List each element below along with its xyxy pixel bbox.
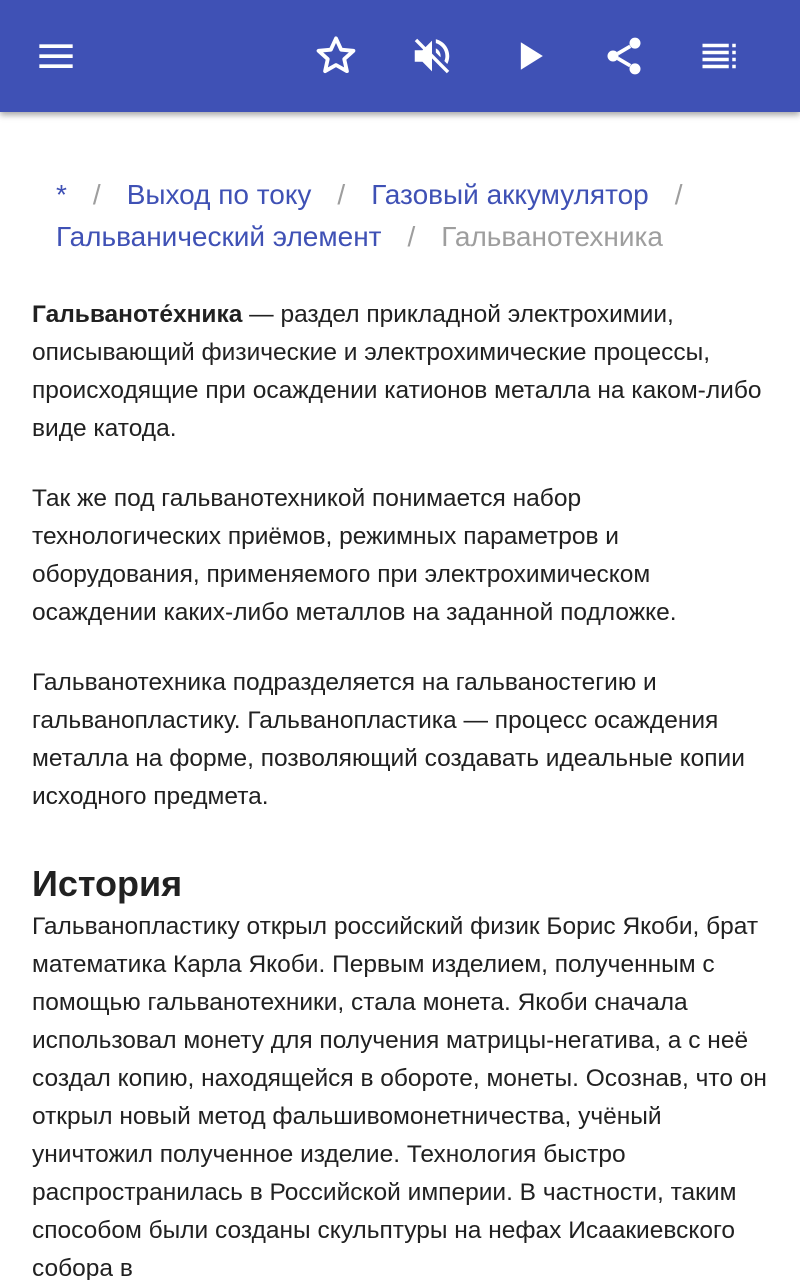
volume-off-icon bbox=[409, 33, 455, 79]
breadcrumb bbox=[56, 174, 756, 258]
history-paragraph: Гальванопластику открыл российский физик Борис Якоби, брат математика Карла Якоби. Первым изделием, полученным с помощью гальванотехники, стала монета. Якоби сначала использовал монету для получения матрицы-негатива, а с неё создал копию, находящейся в обороте, монеты. Осознав, что он открыл новый метод фальшивомонетничества, учёный уничтожил полученное изделие. Технология быстро распространилась в Российской империи. В частности, таким способом были созданы скульптуры на нефах Исаакиевского собора в bbox=[32, 913, 767, 1280]
paragraph-2: Так же под гальванотехникой понимается набор технологических приёмов, режимных параметров и оборудования, применяемого при электрохимическом осаждении каких-либо металлов на заданной подложке. bbox=[32, 485, 677, 626]
menu-button[interactable] bbox=[16, 16, 96, 96]
breadcrumb-item-current-output[interactable]: Выход по току bbox=[126, 179, 312, 210]
share-icon bbox=[602, 34, 646, 78]
breadcrumb-separator: / bbox=[407, 221, 416, 252]
article-content bbox=[0, 112, 800, 1280]
app-bar bbox=[0, 0, 800, 112]
breadcrumb-item-galvanic-cell[interactable]: Гальванический элемент bbox=[56, 221, 382, 252]
table-of-contents-icon bbox=[699, 35, 741, 77]
breadcrumb-separator: / bbox=[674, 179, 683, 210]
paragraph-3: Гальванотехника подразделяется на гальваностегию и гальванопластику. Гальванопластика — процесс осаждения металла на форме, позволяющий создавать идеальные копии исходного предмета. bbox=[32, 669, 745, 810]
intro-text: — раздел прикладной электрохимии, описывающий физические и электрохимические процессы, происходящие при осаждении катионов металла на каком-либо виде катода. bbox=[32, 301, 762, 442]
breadcrumb-separator: / bbox=[337, 179, 346, 210]
play-button[interactable] bbox=[490, 16, 570, 96]
article-body bbox=[32, 296, 768, 1280]
breadcrumb-separator: / bbox=[92, 179, 101, 210]
breadcrumb-item-current: Гальванотехника bbox=[441, 221, 663, 252]
play-icon bbox=[508, 34, 552, 78]
table-of-contents-button[interactable] bbox=[680, 16, 760, 96]
section-heading-history: История bbox=[32, 863, 183, 904]
star-outline-icon bbox=[313, 33, 359, 79]
intro-paragraph bbox=[32, 296, 768, 448]
mute-button[interactable] bbox=[392, 16, 472, 96]
bookmark-button[interactable] bbox=[296, 16, 376, 96]
article-term: Гальваноте́хника bbox=[32, 301, 243, 328]
menu-icon bbox=[36, 36, 76, 76]
share-button[interactable] bbox=[584, 16, 664, 96]
breadcrumb-item-gas-accumulator[interactable]: Газовый аккумулятор bbox=[371, 179, 649, 210]
breadcrumb-item-home[interactable]: * bbox=[56, 179, 67, 210]
